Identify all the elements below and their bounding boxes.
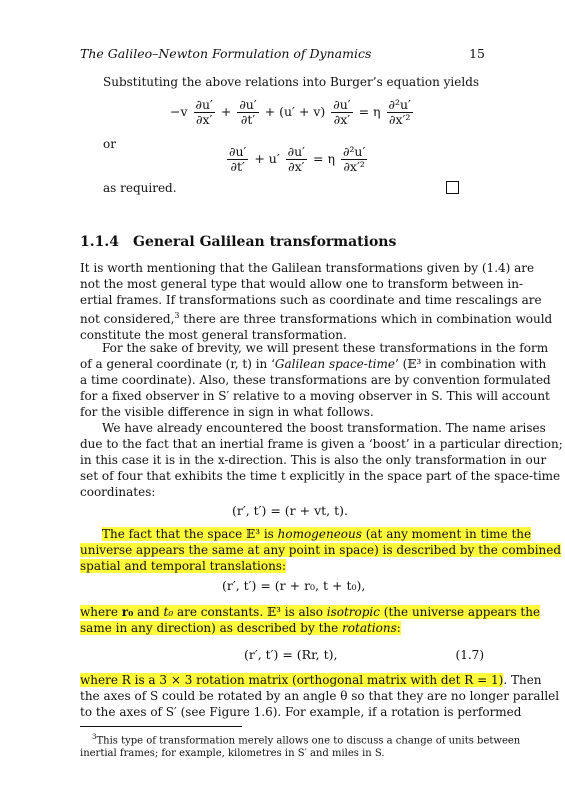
paragraph-1: It is worth mentioning that the Galilean transformations given by (1.4) are not the most general type that would allow one to transform between in- ertial frames. If transformations such as coordinate and time rescalings are not considered,$^3$ there are three transformations which in combination would constitute the most general transformation. (80, 261, 553, 342)
equation-burgers-transformed: −v $\frac{\partial u'}{\partial x'}$ + $\frac{\partial u'}{\partial t'}$ + (u′ + v) $\frac{\partial u'}{\partial x'}$ = η $\frac{\text{∂²u′}}{\text{∂x′²}}$ (170, 97, 411, 127)
page-number: 15 (469, 46, 485, 61)
fraction: $\frac{\partial u'}{\partial t'}$ (239, 97, 257, 127)
equation-boost: (r′, t′) = (r + vt, t). (232, 503, 348, 518)
equation-rotation: (r′, t′) = (Rr, t), (244, 647, 338, 662)
section-heading (80, 234, 396, 250)
section-number: 1.1.4 (80, 234, 119, 250)
qed-box-icon (446, 181, 459, 194)
paragraph-isotropic: where r₀ and t₀ are constants. 𝔼³ is also isotropic (the universe appears the same in any direction) as described by the rotations: (80, 605, 541, 635)
section-title: General Galilean transformations (132, 234, 397, 250)
running-header (80, 46, 485, 64)
fraction: $\frac{\text{∂²u′}}{\text{∂x′²}}$ (342, 144, 366, 174)
fraction: $\frac{\partial u'}{\partial x'}$ (287, 144, 306, 174)
paragraph-rotation: where R is a 3 × 3 rotation matrix (orthogonal matrix with det R = 1). Then (80, 673, 542, 687)
fraction: $\frac{\partial u'}{\partial x'}$ (333, 97, 351, 127)
paragraph-homogeneous: The fact that the space 𝔼³ is homogeneous (at any moment in time the universe appears the same at any point in space) is described by the combined spatial and temporal translations: (80, 527, 562, 573)
paragraph-rotation-continued: the axes of S could be rotated by an angle θ so that they are no longer parallel to the axes of S′ (see Figure 1.6). For example, if a rotation is performed (80, 689, 560, 719)
as-required: as required. (103, 181, 177, 195)
equation-number: (1.7) (455, 648, 484, 662)
running-title: The Galileo–Newton Formulation of Dynamics (80, 46, 372, 61)
equation-translation: (r′, t′) = (r + r₀, t + t₀), (222, 578, 366, 593)
footnote-rule (80, 726, 242, 727)
fraction: $\frac{\partial u'}{\partial t'}$ (229, 144, 247, 174)
intro-sentence: Substituting the above relations into Burger’s equation yields (103, 75, 480, 89)
paragraph-3: We have already encountered the boost transformation. The name arises due to the fact that an inertial frame is given a ‘boost’ in a particular direction; in this case it is in the x-direction. This is also the only transformation in our set of four that exhibits the time t explicitly in the space part of the space-time coordinates: (80, 421, 563, 499)
equation-burgers: $\frac{\partial u'}{\partial t'}$ + u′ $\frac{\partial u'}{\partial x'}$ = η $\frac{\text{∂²u′}}{\text{∂x′²}}$ (229, 144, 366, 174)
fraction: $\frac{\text{∂²u′}}{\text{∂x′²}}$ (388, 97, 411, 127)
footnote: $^3$This type of transformation merely allows one to discuss a change of units between inertial frames; for example, kilometres in S′ and miles in S. (80, 733, 521, 760)
or-word: or (103, 137, 116, 151)
fraction: $\frac{\partial u'}{\partial x'}$ (195, 97, 213, 127)
paragraph-2: For the sake of brevity, we will present these transformations in the form of a general coordinate (r, t) in ‘Galilean space-time’ (𝔼³ in combination with a time coordinate). Also, these transformations are by convention formulated for a fixed observer in S′ relative to a moving observer in S. This will account for the visible difference in sign in what follows. (80, 341, 551, 419)
footnote-ref: 3 (174, 311, 180, 320)
